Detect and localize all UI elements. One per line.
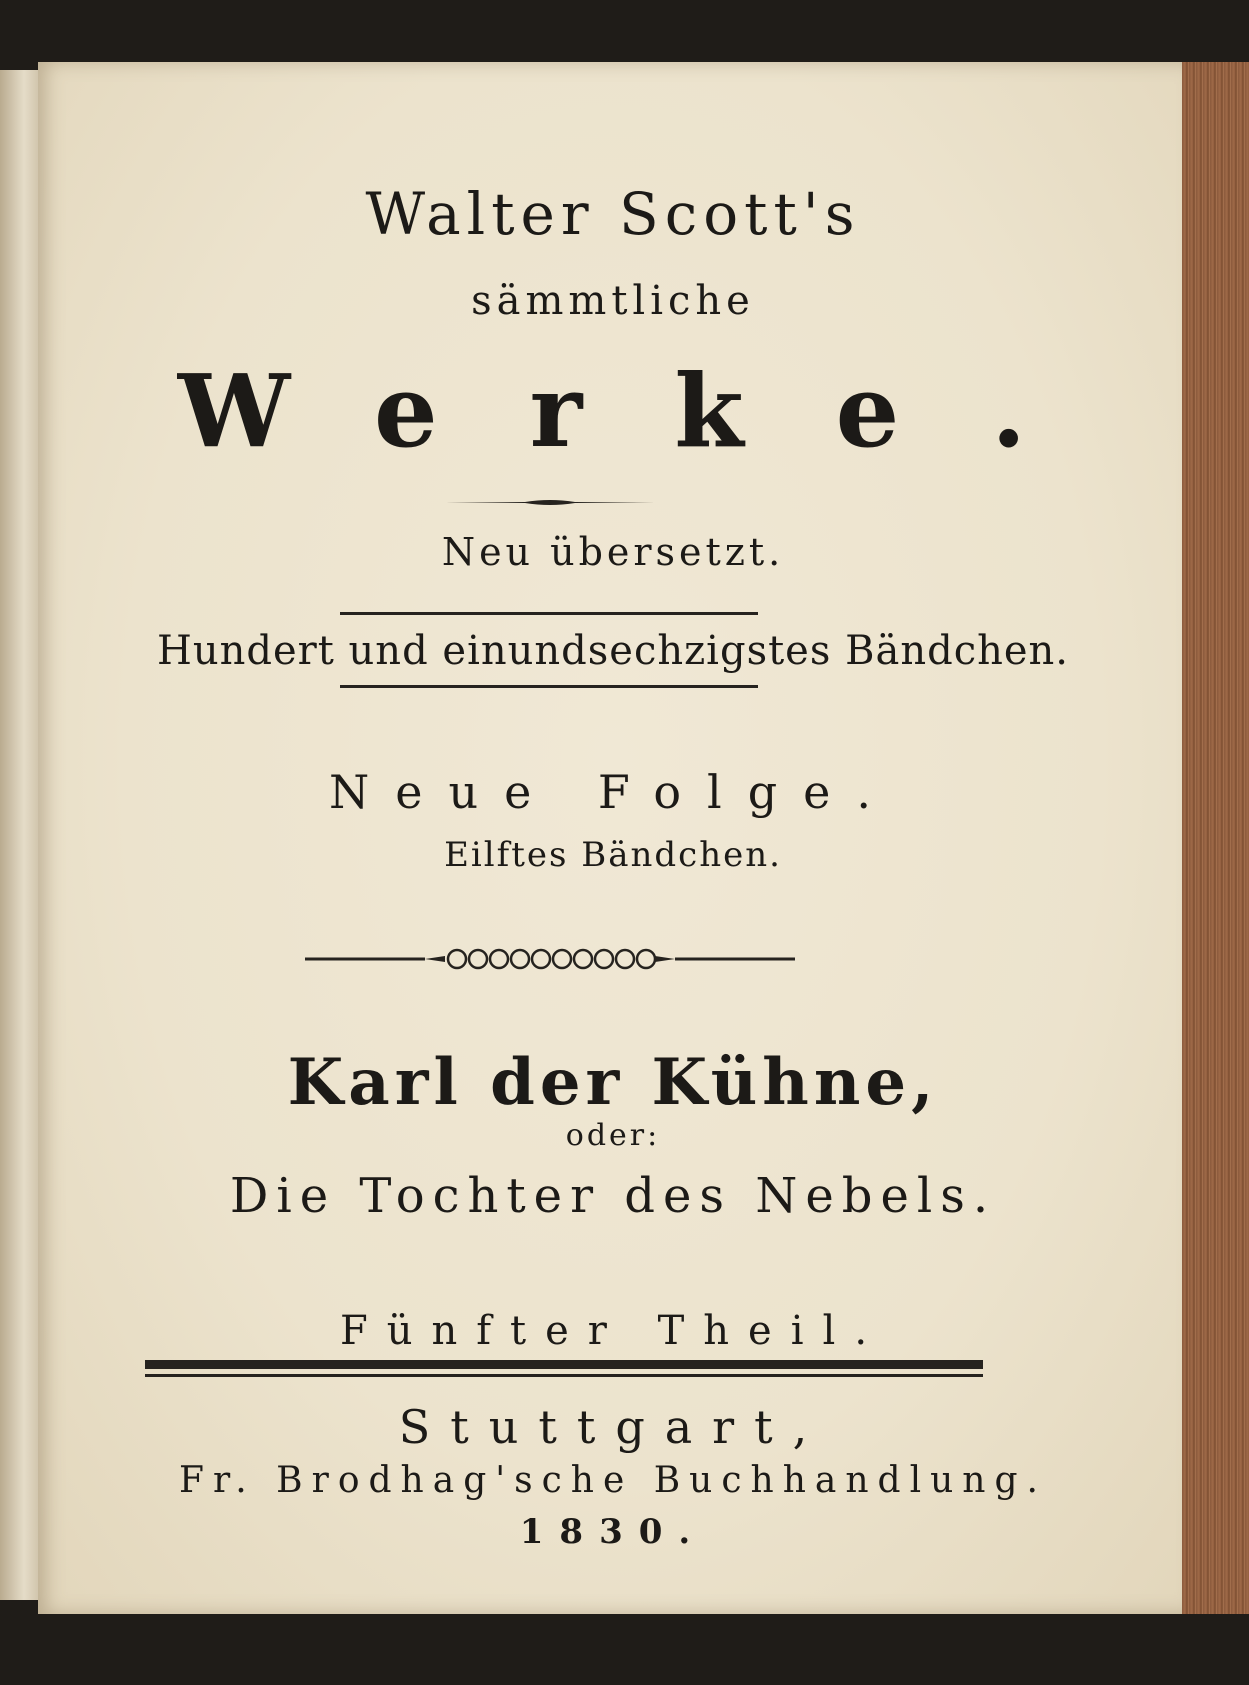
heavy-rule [145, 1360, 983, 1369]
rule-below-volume [340, 685, 758, 688]
work-title: Karl der Kühne, [287, 1045, 939, 1120]
page-block-edge [1182, 62, 1249, 1614]
translation-note: Neu übersetzt. [441, 530, 785, 574]
collection-line: sämmtliche [471, 278, 755, 324]
imprint-year: 1830. [519, 1512, 707, 1552]
ornament-rule-1 [445, 494, 655, 503]
imprint-city: Stuttgart, [398, 1400, 828, 1454]
left-page-edge [0, 70, 40, 1600]
rule-above-volume [340, 612, 758, 615]
part-line: Fünfter Theil. [339, 1308, 887, 1354]
ornament-rule-2 [305, 947, 795, 971]
author-line: Walter Scott's [365, 180, 861, 248]
imprint-publisher: Fr. Brodhag'sche Buchhandlung. [179, 1460, 1047, 1501]
alternate-title: Die Tochter des Nebels. [229, 1168, 997, 1224]
series-volume-line: Eilftes Bändchen. [444, 835, 782, 875]
thin-rule [145, 1374, 983, 1377]
works-line: Werke. [177, 352, 1119, 470]
or-line: oder: [565, 1118, 661, 1153]
volume-number-line: Hundert und einundsechzigstes Bändchen. [156, 628, 1070, 674]
series-line: Neue Folge. [328, 765, 898, 819]
